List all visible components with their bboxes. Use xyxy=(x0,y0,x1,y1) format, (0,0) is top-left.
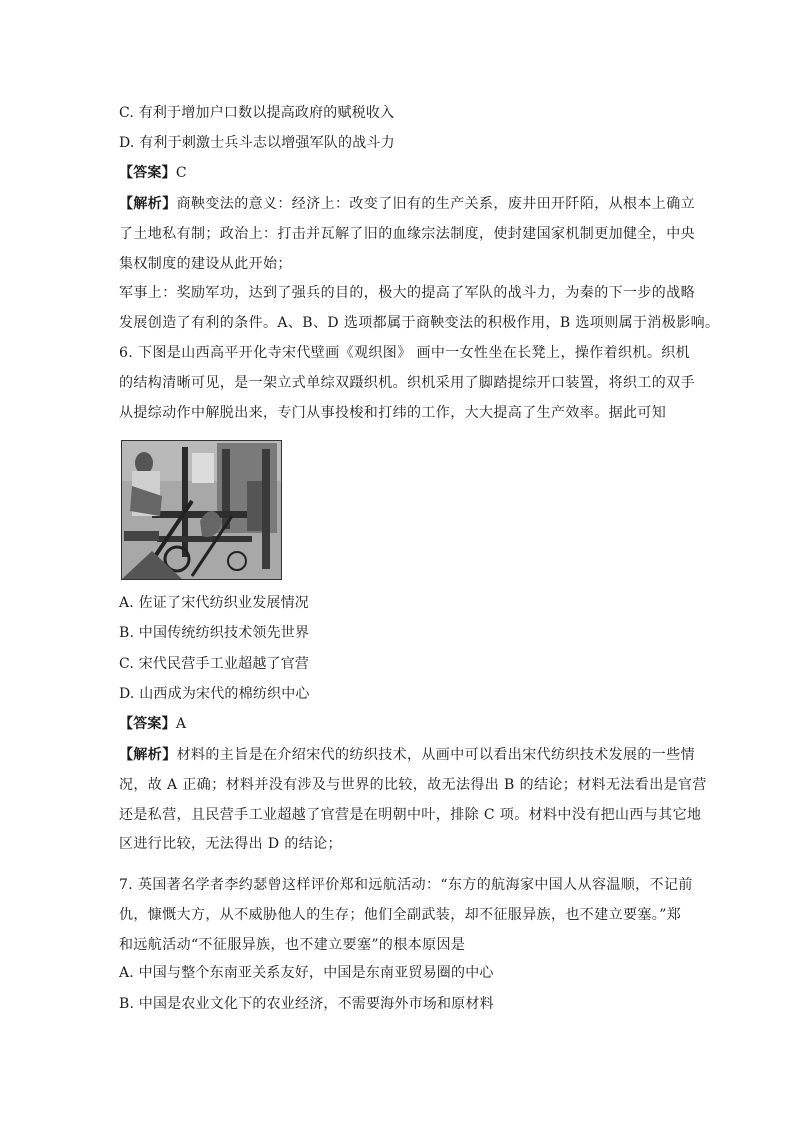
loom-mural-image xyxy=(121,440,282,580)
q5-option-d: D. 有利于刺激士兵斗志以增强军队的战斗力 xyxy=(119,135,395,151)
q6-option-a: A. 佐证了宋代纺织业发展情况 xyxy=(119,595,310,611)
q5-analysis xyxy=(119,190,720,339)
stem-line: 和远航活动“不征服异族，也不建立要塞”的根本原因是 xyxy=(119,936,466,953)
analysis-line: 发展创造了有利的条件。A、B、D 选项都属于商鞅变法的积极作用，B 选项则属于消极影响。 xyxy=(119,315,720,332)
q5-option-c: C. 有利于增加户口数以提高政府的赋税收入 xyxy=(119,105,395,121)
q6-option-b: B. 中国传统纺织技术领先世界 xyxy=(119,625,310,641)
stem-line: 的结构清晰可见，是一架立式单综双蹑织机。织机采用了脚踏提综开口装置，将织工的双手 xyxy=(119,374,695,391)
analysis-line: 还是私营，且民营手工业超越了官营是在明朝中叶，排除 C 项。材料中没有把山西与其它地 xyxy=(119,806,702,823)
q7-stem xyxy=(119,871,693,960)
stem-line: 仇，慷慨大方，从不威胁他人的生存；他们全副武装，却不征服异族，也不建立要塞。”郑 xyxy=(119,906,682,923)
analysis-line: 商鞅变法的意义：经济上：改变了旧有的生产关系，废井田开阡陌，从根本上确立 xyxy=(176,196,696,212)
analysis-line: 况，故 A 正确；材料并没有涉及与世界的比较，故无法得出 B 的结论；材料无法看出是官营 xyxy=(119,776,707,793)
stem-line: 7. 英国著名学者李约瑟曾这样评价郑和远航活动：“东方的航海家中国人从容温顺，不记前 xyxy=(119,877,693,893)
q7-option-a: A. 中国与整个东南亚关系友好，中国是东南亚贸易圈的中心 xyxy=(119,965,494,981)
answer-label: 【答案】 xyxy=(119,165,176,181)
stem-line: 6. 下图是山西高平开化寺宋代壁画《观织图》 画中一女性坐在长凳上，操作着织机。织机 xyxy=(119,345,691,361)
answer-label: 【答案】 xyxy=(119,716,176,732)
analysis-label: 【解析】 xyxy=(119,747,177,763)
q7-option-b: B. 中国是农业文化下的农业经济，不需要海外市场和原材料 xyxy=(119,996,494,1012)
analysis-line: 集权制度的建设从此开始； xyxy=(119,255,292,272)
analysis-line: 区进行比较，无法得出 D 的结论； xyxy=(119,836,342,853)
q5-answer xyxy=(119,165,187,181)
loom-mural-illustration xyxy=(122,441,281,579)
answer-value: A xyxy=(175,716,187,732)
q6-option-c: C. 宋代民营手工业超越了官营 xyxy=(119,656,310,672)
q6-answer xyxy=(119,716,186,732)
stem-line: 从提综动作中解脱出来，专门从事投梭和打纬的工作，大大提高了生产效率。据此可知 xyxy=(119,404,667,421)
q6-stem xyxy=(119,339,695,428)
analysis-line: 材料的主旨是在介绍宋代的纺织技术，从画中可以看出宋代纺织技术发展的一些情 xyxy=(176,747,696,763)
analysis-line: 军事上：奖励军功，达到了强兵的目的，极大的提高了军队的战斗力，为秦的下一步的战略 xyxy=(119,285,695,302)
q6-analysis xyxy=(119,741,707,860)
answer-value: C xyxy=(175,165,187,181)
q6-option-d: D. 山西成为宋代的棉纺织中心 xyxy=(119,686,310,702)
analysis-label: 【解析】 xyxy=(119,196,177,212)
analysis-line: 了土地私有制；政治上：打击并瓦解了旧的血缘宗法制度，使封建国家机制更加健全，中央 xyxy=(119,225,695,242)
